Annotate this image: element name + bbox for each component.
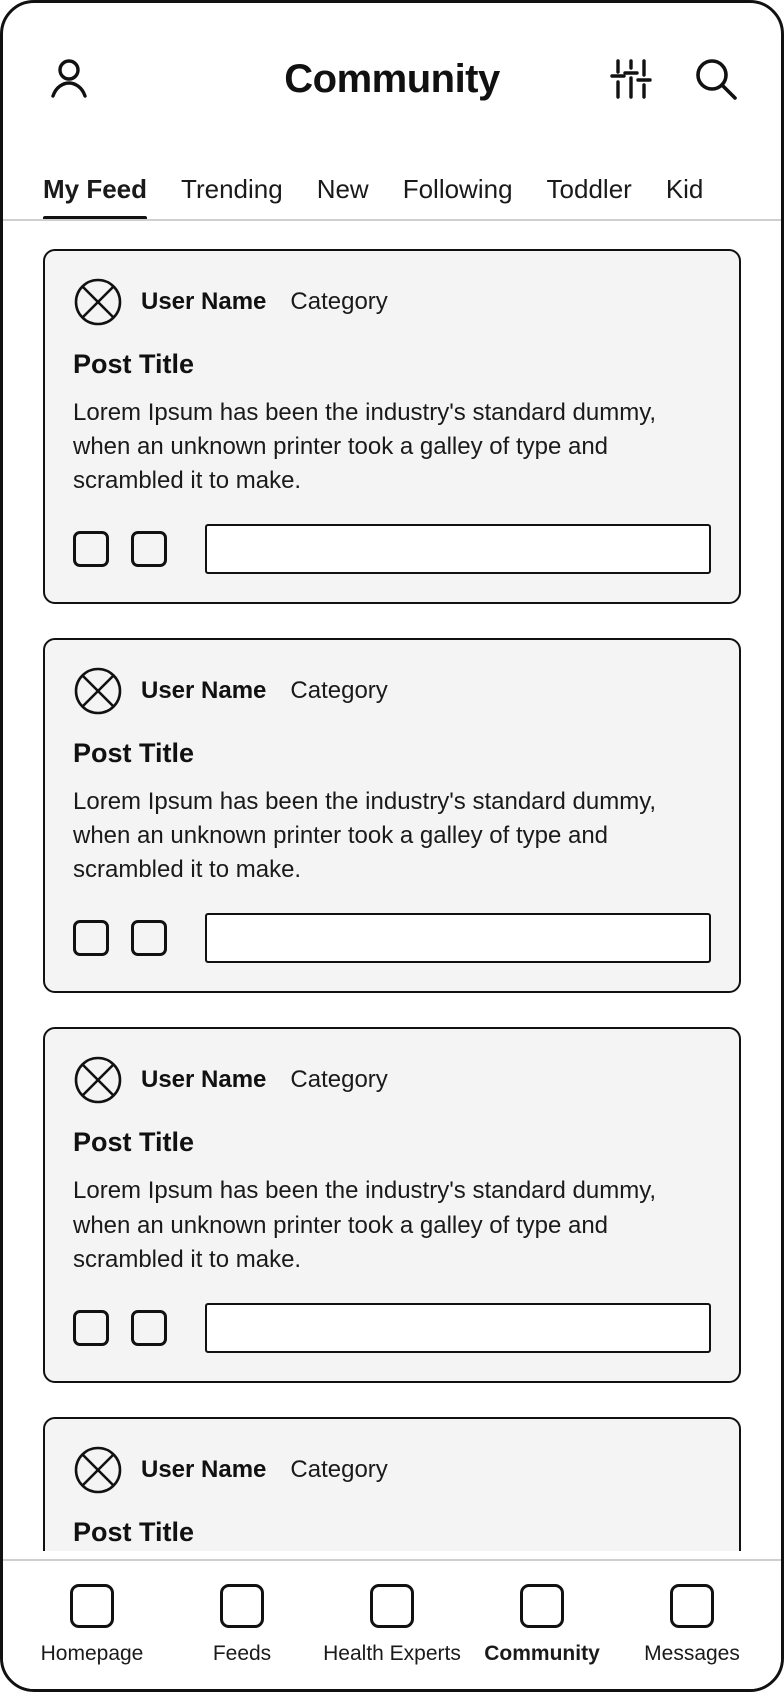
nav-item-feeds[interactable] [167,1584,317,1666]
profile-icon[interactable] [43,53,95,105]
post-card[interactable] [43,1417,741,1551]
post-header [73,1055,711,1105]
nav-label: Health Experts [323,1642,461,1665]
post-title: Post Title [73,1127,195,1158]
avatar [73,666,123,716]
nav-item-messages[interactable] [617,1584,767,1666]
tab-my-feed[interactable]: My Feed [43,174,147,219]
post-card[interactable] [43,249,741,604]
page-title: Community [284,56,500,101]
post-actions [73,913,711,963]
feed-tabs[interactable] [3,155,781,221]
comment-square-icon[interactable] [131,920,167,956]
tab-trending[interactable]: Trending [181,174,283,204]
post-body: Lorem Ipsum has been the industry's standard dummy, when an unknown printer took a galley of type and scrambled it to make. [73,1177,657,1273]
nav-label: Feeds [212,1642,272,1665]
post-header [73,277,711,327]
comment-input[interactable] [205,1303,711,1353]
avatar [73,1055,123,1105]
post-user-name: User Name [141,677,267,705]
tab-toddler[interactable]: Toddler [546,174,632,204]
health-experts-icon [370,1584,414,1628]
post-header [73,666,711,716]
comment-input[interactable] [205,524,711,574]
home-icon [70,1584,114,1628]
post-title: Post Title [73,1516,195,1547]
avatar [73,1445,123,1495]
post-body: Lorem Ipsum has been the industry's standard dummy, when an unknown printer took a galley of type and scrambled it to make. [73,399,657,495]
post-category: Category [290,1455,388,1483]
post-user-name: User Name [141,1455,267,1483]
nav-item-community[interactable] [467,1584,617,1666]
like-square-icon[interactable] [73,920,109,956]
nav-label: Homepage [40,1642,144,1665]
like-square-icon[interactable] [73,1310,109,1346]
nav-item-homepage[interactable] [17,1584,167,1666]
comment-square-icon[interactable] [131,531,167,567]
like-square-icon[interactable] [73,531,109,567]
avatar [73,277,123,327]
post-category: Category [290,288,388,315]
community-icon [520,1584,564,1628]
tab-following[interactable]: Following [402,174,513,204]
tab-new[interactable]: New [316,174,369,204]
post-user-name: User Name [141,1066,267,1094]
messages-icon [670,1584,714,1628]
post-title: Post Title [73,738,195,769]
nav-label: Community [484,1642,600,1665]
post-user-name: User Name [141,288,267,315]
post-header [73,1445,711,1495]
nav-item-health-experts[interactable] [317,1584,467,1666]
feed-list[interactable] [3,221,781,1551]
bottom-navigation[interactable] [3,1559,781,1689]
post-title: Post Title [73,349,195,379]
tab-kid[interactable]: Kid [665,174,704,204]
comment-square-icon[interactable] [131,1310,167,1346]
app-header [3,3,781,155]
sliders-icon[interactable] [607,55,655,103]
post-category: Category [290,1066,388,1094]
comment-input[interactable] [205,913,711,963]
post-actions [73,1303,711,1353]
post-actions [73,524,711,574]
search-icon[interactable] [691,54,741,104]
post-category: Category [290,677,388,705]
post-card[interactable] [43,638,741,993]
feeds-icon [220,1584,264,1628]
post-body: Lorem Ipsum has been the industry's standard dummy, when an unknown printer took a galley of type and scrambled it to make. [73,788,657,884]
post-card[interactable] [43,1027,741,1382]
nav-label: Messages [644,1642,740,1665]
